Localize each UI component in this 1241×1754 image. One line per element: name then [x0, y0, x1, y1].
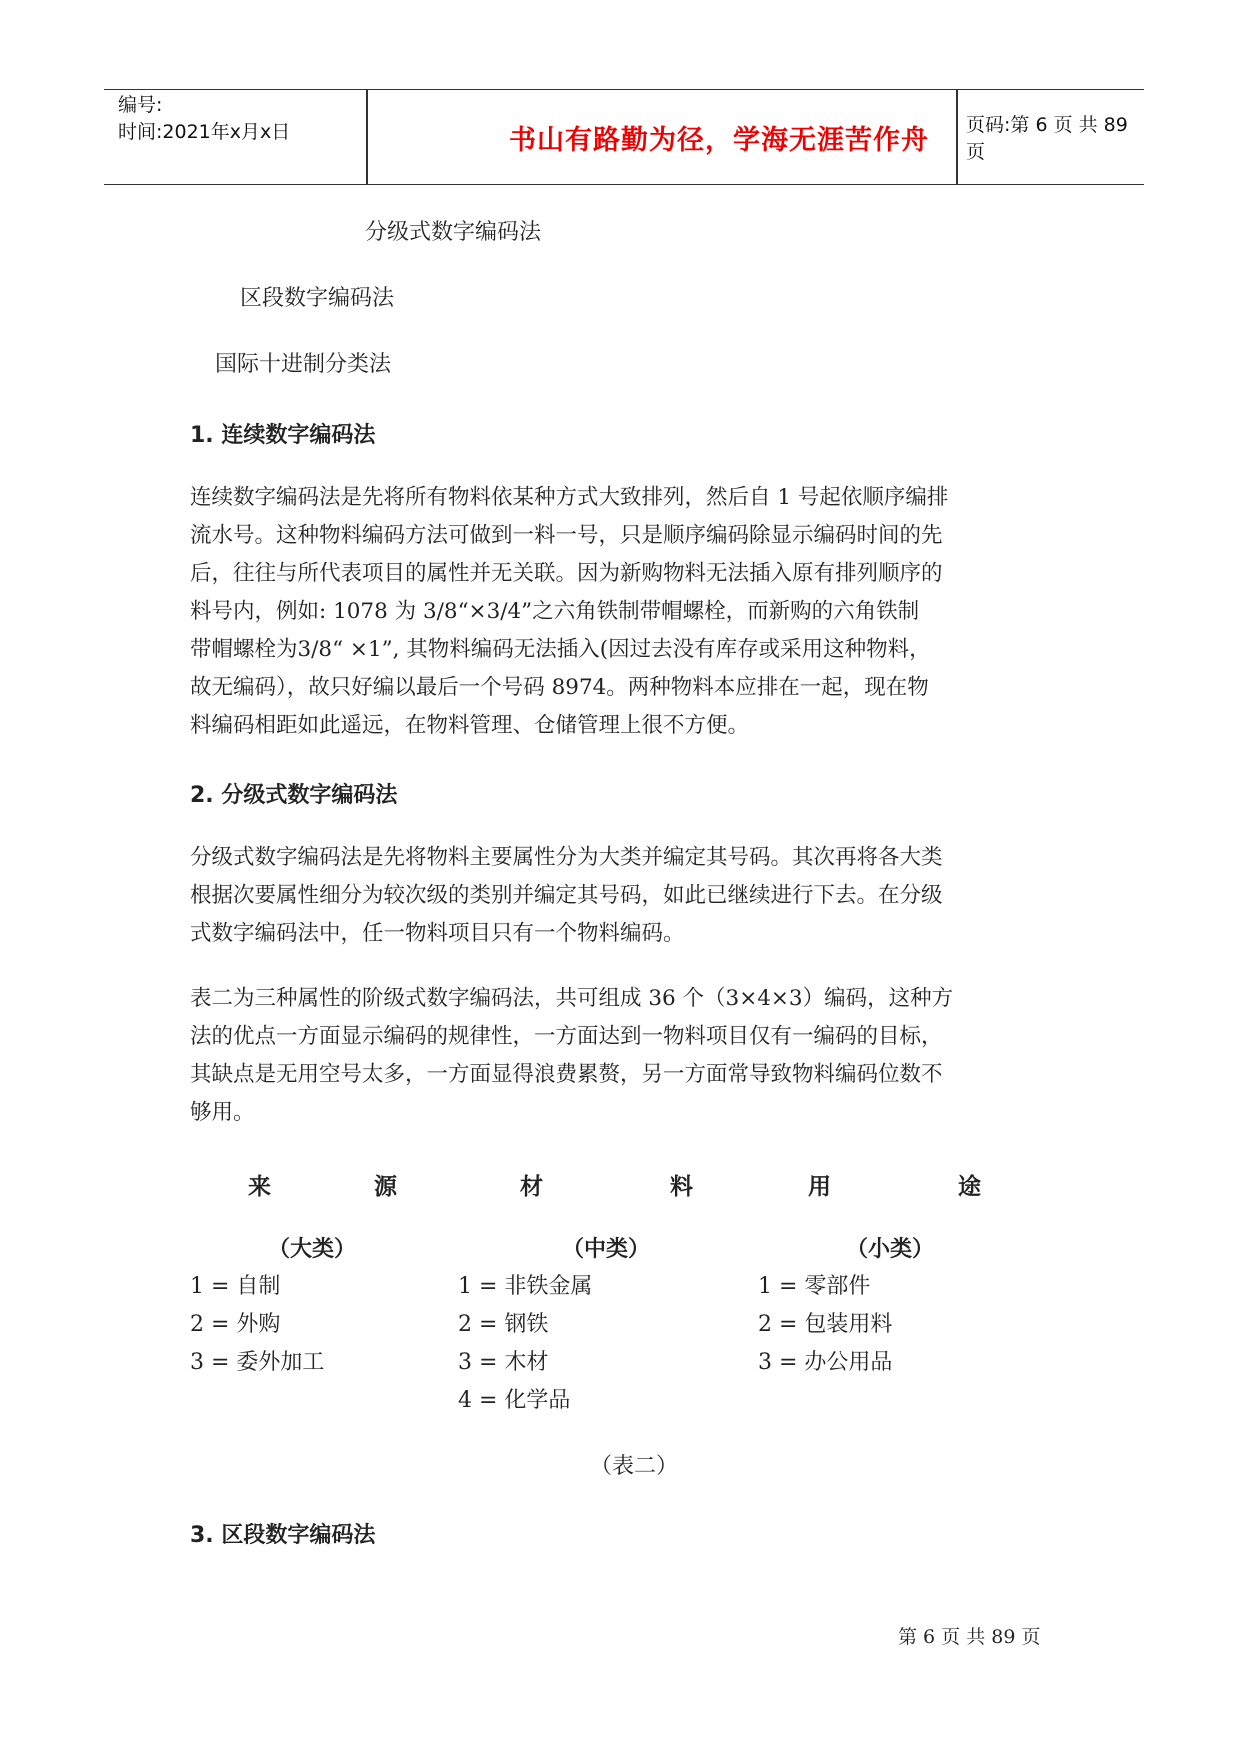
section-2-paragraph-2	[190, 980, 1070, 1132]
outline-item-2: 区段数字编码法	[240, 286, 395, 311]
table-header-char: 料	[670, 1174, 693, 1200]
section-2-line: 根据次要属性细分为较次级的类别并编定其号码，如此已继续进行下去。在分级	[190, 883, 943, 908]
table-item: 1 = 自制	[190, 1274, 281, 1299]
section-1-line: 连续数字编码法是先将所有物料依某种方式大致排列，然后自 1 号起依顺序编排	[190, 485, 949, 510]
header-meta	[118, 92, 290, 146]
section-1-line: 料编码相距如此遥远，在物料管理、仓储管理上很不方便。	[190, 713, 750, 738]
section-1-line: 带帽螺栓为3/8“ ×1”, 其物料编码无法插入(因过去没有库存或采用这种物料，	[190, 637, 931, 662]
table-item: 3 = 木材	[458, 1350, 549, 1375]
table-item: 3 = 办公用品	[758, 1350, 893, 1375]
page-header	[104, 89, 1144, 185]
section-2-line: 式数字编码法中，任一物料项目只有一个物料编码。	[190, 921, 685, 946]
section-2-line: 表二为三种属性的阶级式数字编码法，共可组成 36 个（3×4×3）编码，这种方	[190, 986, 954, 1011]
section-1-line: 料号内，例如: 1078 为 3/8“×3/4”之六角铁制带帽螺栓，而新购的六角铁制	[190, 599, 920, 624]
page-footer: 第 6 页 共 89 页	[898, 1626, 1041, 1648]
table-item: 3 = 委外加工	[190, 1350, 325, 1375]
table-header-char: 来	[248, 1174, 271, 1200]
table-group-label: （小类）	[846, 1237, 935, 1262]
table-item: 2 = 包装用料	[758, 1312, 893, 1337]
table-item: 2 = 外购	[190, 1312, 281, 1337]
table-caption: （表二）	[590, 1454, 679, 1479]
section-2-line: 法的优点一方面显示编码的规律性，一方面达到一物料项目仅有一编码的目标，	[190, 1024, 943, 1049]
section-1-body	[190, 479, 1070, 745]
section-2-heading: 2. 分级式数字编码法	[190, 783, 398, 808]
section-3-heading: 3. 区段数字编码法	[190, 1523, 376, 1548]
header-page-number: 页码:第 6 页 共 89 页	[966, 114, 1128, 163]
section-2-line: 分级式数字编码法是先将物料主要属性分为大类并编定其号码。其次再将各大类	[190, 845, 943, 870]
table-header-char: 用	[808, 1174, 831, 1200]
table-header-char: 途	[958, 1174, 981, 1200]
section-1-line: 后，往往与所代表项目的属性并无关联。因为新购物料无法插入原有排列顺序的	[190, 561, 943, 586]
section-1-line: 流水号。这种物料编码方法可做到一料一号，只是顺序编码除显示编码时间的先	[190, 523, 943, 548]
section-2-line: 够用。	[190, 1100, 255, 1125]
header-motto: 书山有路勤为径，学海无涯苦作舟	[509, 124, 929, 156]
table-header-char: 材	[520, 1174, 543, 1200]
header-divider-right	[956, 90, 958, 184]
outline-item-1: 分级式数字编码法	[365, 220, 542, 245]
section-1-line: 故无编码），故只好编以最后一个号码 8974。两种物料本应排在一起，现在物	[190, 675, 929, 700]
table-item: 4 = 化学品	[458, 1388, 571, 1413]
document-time-label: 时间:2021年x月x日	[118, 121, 291, 143]
table-item: 1 = 零部件	[758, 1274, 871, 1299]
table-item: 1 = 非铁金属	[458, 1274, 593, 1299]
header-divider-left	[366, 90, 368, 184]
table-header-char: 源	[374, 1174, 397, 1200]
section-1-heading: 1. 连续数字编码法	[190, 423, 376, 448]
document-number-label: 编号:	[118, 94, 163, 116]
outline-item-3: 国际十进制分类法	[215, 352, 392, 377]
table-group-label: （大类）	[268, 1237, 357, 1262]
section-2-line: 其缺点是无用空号太多，一方面显得浪费累赘，另一方面常导致物料编码位数不	[190, 1062, 943, 1087]
table-group-label: （中类）	[562, 1237, 651, 1262]
table-item: 2 = 钢铁	[458, 1312, 549, 1337]
section-2-paragraph-1	[190, 839, 1070, 953]
